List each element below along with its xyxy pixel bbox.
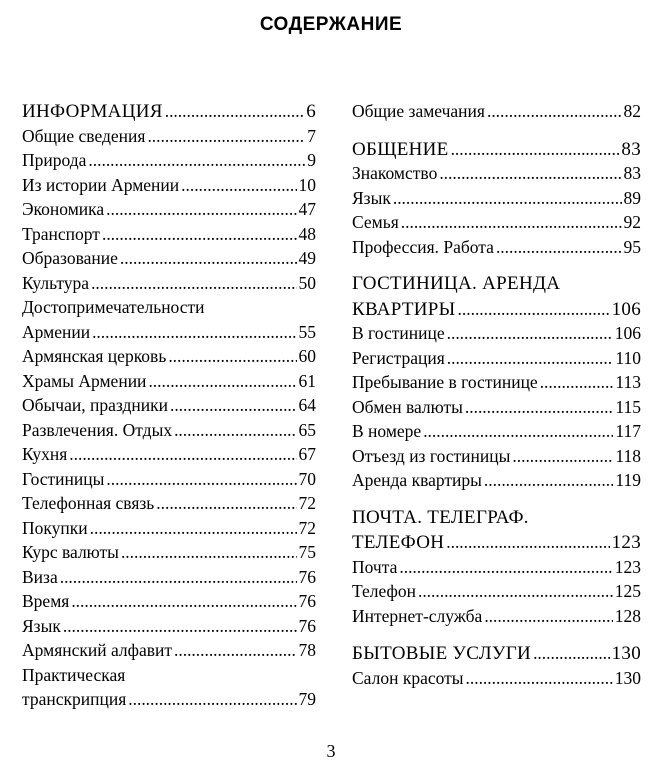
toc-entry[interactable] (22, 246, 316, 271)
toc-page: 118 (615, 445, 641, 466)
toc-entry[interactable] (352, 419, 641, 444)
toc-label: Виза (22, 566, 58, 587)
toc-label: Общие сведения (22, 125, 146, 146)
dot-leader (487, 99, 622, 124)
dot-leader (458, 297, 610, 322)
toc-label: ИНФОРМАЦИЯ (22, 101, 163, 122)
toc-label: Общие замечания (352, 101, 485, 121)
section-gap (352, 124, 641, 137)
toc-entry[interactable] (22, 393, 316, 418)
toc-entry[interactable] (22, 344, 316, 369)
toc-page: 60 (298, 346, 316, 366)
toc-entry[interactable] (22, 320, 316, 345)
toc-label: БЫТОВЫЕ УСЛУГИ (352, 643, 532, 664)
dot-leader (446, 530, 609, 555)
toc-page: 82 (623, 101, 641, 121)
dot-leader (90, 516, 297, 541)
toc-entry[interactable] (22, 222, 316, 247)
dot-leader (174, 418, 296, 443)
section-gap (352, 628, 641, 641)
dot-leader (121, 540, 297, 565)
dot-leader (466, 666, 613, 691)
toc-label: КВАРТИРЫ (352, 298, 456, 320)
toc-left-column (22, 99, 316, 712)
dot-leader (447, 321, 613, 346)
toc-label: Почта (352, 556, 398, 577)
toc-page: 49 (298, 248, 316, 268)
toc-label: Интернет-служба (352, 605, 483, 626)
dot-leader (447, 346, 614, 371)
toc-label: Язык (352, 187, 391, 208)
dot-leader (181, 173, 296, 198)
dot-leader (174, 638, 296, 663)
toc-page: 47 (298, 199, 316, 219)
dot-leader (106, 467, 296, 492)
dot-leader (60, 565, 297, 590)
toc-page: 6 (306, 101, 316, 122)
toc-page: 64 (298, 395, 316, 415)
toc-label: Гостиницы (22, 468, 105, 489)
toc-section-label-line: ПОЧТА. ТЕЛЕГРАФ. (352, 506, 529, 528)
toc-page: 92 (623, 212, 641, 232)
toc-page: 61 (298, 370, 316, 391)
toc-section-obshchenie[interactable] (352, 137, 641, 162)
dot-leader (106, 197, 296, 222)
dot-leader (399, 555, 612, 580)
dot-leader (102, 222, 297, 247)
toc-label: Обычаи, праздники (22, 395, 168, 415)
toc-label: Телефон (352, 581, 416, 601)
toc-entry[interactable] (22, 516, 316, 541)
toc-page: 95 (623, 236, 641, 257)
dot-leader (88, 148, 305, 173)
toc-page: 55 (298, 321, 316, 342)
toc-label: Транспорт (22, 223, 100, 244)
toc-entry[interactable] (22, 271, 316, 296)
toc-label: Отъезд из гостиницы (352, 445, 511, 466)
toc-page: 110 (615, 347, 641, 368)
toc-page: 130 (614, 667, 641, 688)
toc-label: Армении (22, 321, 91, 342)
toc-entry[interactable] (352, 346, 641, 371)
dot-leader (120, 246, 297, 271)
dot-leader (128, 687, 296, 712)
toc-page: 9 (307, 150, 316, 170)
section-gap (352, 259, 641, 272)
toc-entry[interactable] (352, 579, 641, 604)
toc-page: 48 (298, 223, 316, 244)
toc-entry[interactable] (22, 565, 316, 590)
dot-leader (484, 604, 612, 629)
toc-page: 79 (298, 689, 316, 709)
toc-label: Развлечения. Отдых (22, 419, 173, 440)
toc-entry[interactable] (22, 369, 316, 394)
dot-leader (71, 589, 296, 614)
toc-page: 72 (298, 493, 316, 513)
dot-leader (533, 641, 610, 666)
dot-leader (92, 320, 296, 345)
toc-label: Знакомство (352, 163, 438, 183)
dot-leader (69, 442, 296, 467)
toc-label: Курс валюты (22, 542, 119, 562)
toc-entry[interactable] (22, 148, 316, 173)
toc-label: Армянская церковь (22, 346, 167, 366)
toc-page: 76 (298, 591, 316, 611)
toc-section-bytovye-uslugi[interactable] (352, 641, 641, 666)
toc-page: 50 (298, 272, 316, 293)
dot-leader (170, 393, 297, 418)
toc-page: 76 (298, 566, 316, 587)
toc-label: Образование (22, 248, 118, 268)
toc-page: 83 (623, 163, 641, 183)
toc-label: Аренда квартиры (352, 470, 482, 490)
toc-entry[interactable] (22, 687, 316, 712)
toc-page: 75 (298, 542, 316, 562)
toc-label-line: Практическая (22, 664, 126, 685)
toc-label: Телефонная связь (22, 493, 155, 513)
dot-leader (401, 210, 622, 235)
toc-page: 113 (615, 372, 641, 392)
dot-leader (418, 579, 613, 604)
toc-page: 83 (621, 138, 641, 160)
toc-label: Природа (22, 150, 87, 170)
toc-page: 72 (298, 517, 316, 538)
toc-entry[interactable] (352, 161, 641, 186)
dot-leader (63, 614, 297, 639)
dot-leader (439, 161, 621, 186)
dot-leader (165, 99, 304, 124)
toc-entry[interactable] (22, 467, 316, 492)
section-gap (352, 493, 641, 506)
toc-label: ТЕЛЕФОН (352, 532, 445, 553)
toc-page: 115 (615, 396, 641, 417)
toc-page: 119 (615, 470, 641, 490)
toc-section-label-line: ГОСТИНИЦА. АРЕНДА (352, 273, 561, 294)
dot-leader (484, 468, 613, 493)
toc-entry[interactable] (352, 186, 641, 211)
toc-page: 67 (298, 444, 316, 464)
toc-section-informatsiya[interactable] (22, 99, 316, 124)
toc-page: 70 (298, 468, 316, 489)
dot-leader (451, 137, 620, 162)
toc-entry[interactable] (352, 210, 641, 235)
dot-leader (147, 124, 305, 149)
toc-entry[interactable] (352, 444, 641, 469)
toc-entry[interactable] (352, 604, 641, 629)
toc-page: 89 (623, 187, 641, 208)
toc-label: транскрипция (22, 689, 127, 709)
toc-entry[interactable] (352, 370, 641, 395)
toc-entry[interactable] (22, 442, 316, 467)
toc-label: Кухня (22, 444, 68, 464)
toc-page: 76 (298, 615, 316, 636)
toc-entry[interactable] (352, 235, 641, 260)
toc-label: Профессия. Работа (352, 236, 494, 257)
toc-page: 123 (611, 532, 641, 553)
toc-page: 106 (611, 298, 641, 320)
toc-page: 117 (615, 421, 641, 441)
toc-page: 7 (307, 125, 316, 146)
toc-label-line: Достопримечательности (22, 297, 205, 317)
toc-label: Регистрация (352, 347, 445, 368)
toc-entry[interactable] (22, 614, 316, 639)
toc-entry[interactable] (352, 555, 641, 580)
page-title: СОДЕРЖАНИЕ (259, 14, 403, 35)
toc-label: Из истории Армении (22, 174, 180, 195)
toc-entry[interactable] (352, 395, 641, 420)
dot-leader (496, 235, 622, 260)
toc-entry[interactable] (352, 666, 641, 691)
dot-leader (393, 186, 622, 211)
toc-entry[interactable] (22, 124, 316, 149)
dot-leader (91, 271, 296, 296)
toc-page: 125 (614, 581, 641, 601)
toc-page: 128 (614, 605, 641, 626)
toc-entry[interactable] (352, 99, 641, 124)
dot-leader (512, 444, 613, 469)
toc-entry[interactable] (22, 418, 316, 443)
toc-entry[interactable] (22, 197, 316, 222)
toc-label: Язык (22, 615, 61, 636)
toc-label: Экономика (22, 199, 105, 219)
toc-entry[interactable] (22, 173, 316, 198)
toc-label: Пребывание в гостинице (352, 372, 538, 392)
toc-label: Культура (22, 272, 90, 293)
dot-leader (148, 369, 296, 394)
toc-page: 65 (298, 419, 316, 440)
toc-label: Семья (352, 212, 399, 232)
toc-label: Покупки (22, 517, 88, 538)
page-number: 3 (326, 741, 336, 761)
toc-label: В номере (352, 421, 422, 441)
toc-page: 123 (614, 556, 641, 577)
toc-page: 130 (611, 643, 641, 664)
toc-section-gostinitsa[interactable] (352, 297, 641, 322)
toc-page: 10 (298, 174, 316, 195)
toc-section-pochta[interactable] (352, 530, 641, 555)
toc-label: В гостинице (352, 323, 445, 343)
toc-page: 106 (614, 323, 641, 343)
dot-leader (168, 344, 296, 369)
toc-entry[interactable] (22, 540, 316, 565)
dot-leader (156, 491, 296, 516)
dot-leader (540, 370, 614, 395)
toc-right-column (352, 99, 641, 690)
toc-page: 78 (298, 640, 316, 660)
toc-label: Обмен валюты (352, 396, 463, 417)
toc-label: Храмы Армении (22, 370, 147, 391)
toc-entry[interactable] (22, 638, 316, 663)
toc-label: Время (22, 591, 70, 611)
toc-label: ОБЩЕНИЕ (352, 138, 449, 160)
dot-leader (465, 395, 614, 420)
toc-entry[interactable] (352, 321, 641, 346)
toc-entry[interactable] (22, 491, 316, 516)
toc-entry[interactable] (22, 589, 316, 614)
toc-label: Салон красоты (352, 667, 464, 688)
toc-label: Армянский алфавит (22, 640, 173, 660)
dot-leader (423, 419, 613, 444)
toc-entry[interactable] (352, 468, 641, 493)
